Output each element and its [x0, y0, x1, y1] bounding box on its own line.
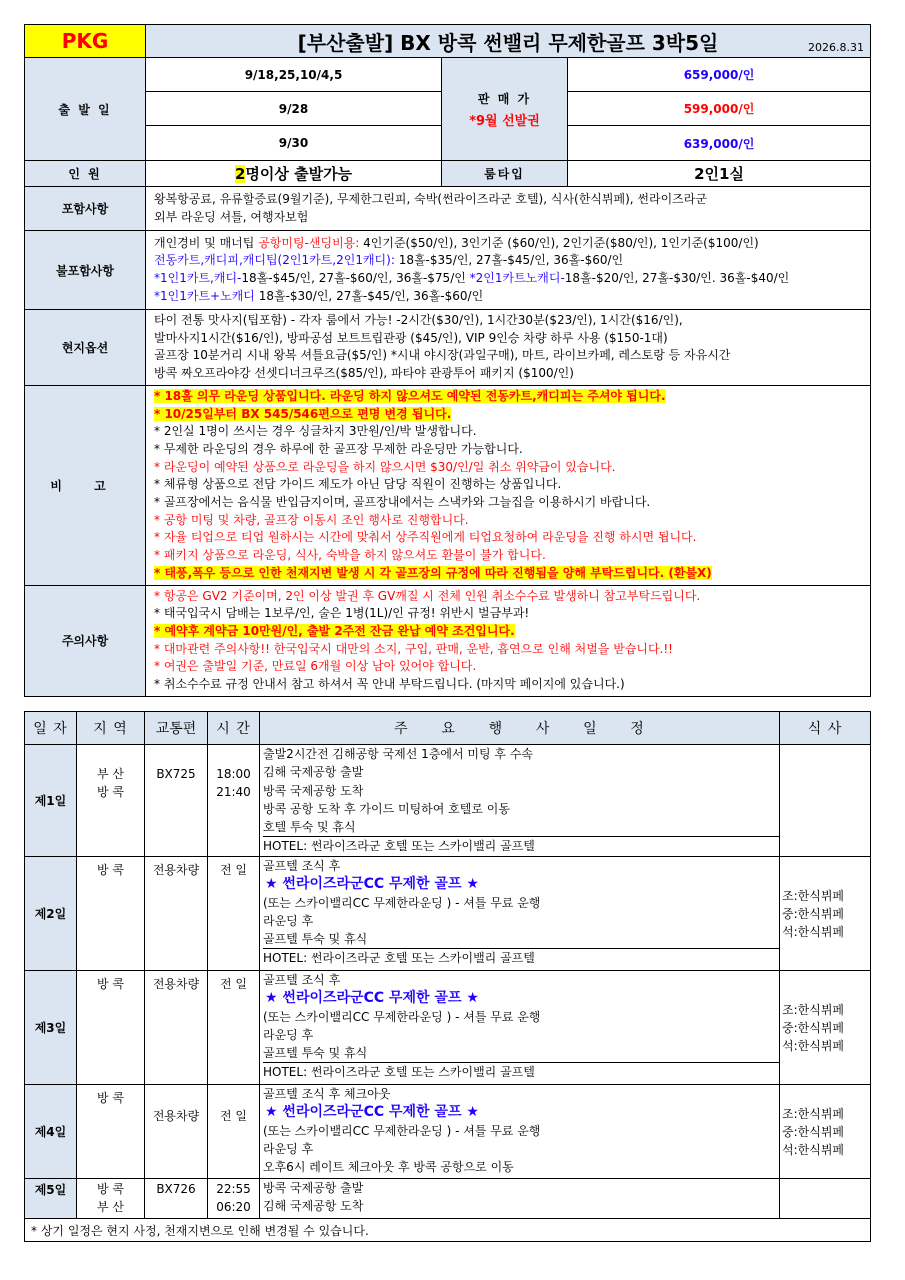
region-cell: 방 콕: [77, 971, 145, 1085]
itinerary-table: [24, 711, 871, 1242]
itinerary-row: [25, 745, 871, 857]
time-cell: 18:00 21:40: [208, 745, 260, 857]
itinerary-row: [25, 971, 871, 1085]
excluded-line: 개인경비 및 매너팁 공항미팅-샌딩비용: 4인기준($50/인), 3인기준 ($60/인), 2인기준($80/인), 1인기준($100/인): [154, 235, 759, 250]
departure-date-1: 9/18,25,10/4,5: [146, 58, 442, 92]
time-cell: 전 일: [208, 1085, 260, 1179]
people-label: 인 원: [25, 161, 146, 187]
sale-label-cell: [442, 58, 568, 161]
included-line: 왕복항공료, 유류할증료(9월기준), 무제한그린피, 숙박(썬라이즈라군 호텔), 식사(한식뷔페), 썬라이즈라군: [154, 191, 707, 206]
plan-cell: 골프텔 조식 후 ★ 썬라이즈라군CC 무제한 골프 ★ (또는 스카이밸리CC 무제한라운딩 ) - 셔틀 무료 운행 라운딩 후 골프텔 투숙 및 휴식 HOTEL: 썬라이즈라군 호텔 또는 스카이밸리 골프텔: [260, 971, 780, 1085]
day-label: 제2일: [25, 857, 77, 971]
hotel-line: HOTEL: 썬라이즈라군 호텔 또는 스카이밸리 골프텔: [263, 836, 779, 855]
included-label: 포함사항: [25, 187, 146, 231]
package-title-cell: [146, 25, 871, 58]
people-count: 2: [234, 165, 246, 183]
meal-cell: 조:한식뷔페 중:한식뷔페 석:한식뷔페: [780, 1085, 871, 1179]
price-3: 639,000/인: [568, 126, 871, 161]
transport-cell: BX725: [145, 745, 208, 857]
day-label: 제4일: [25, 1085, 77, 1179]
plan-cell: 출발2시간전 김해공항 국제선 1층에서 미팅 후 수속 김해 국제공항 출발 방콕 국제공항 도착 방콕 공항 도착 후 가이드 미팅하여 호텔로 이동 호텔 투숙 및 휴식 HOTEL: 썬라이즈라군 호텔 또는 스카이밸리 골프텔: [260, 745, 780, 857]
plan-cell: 골프텔 조식 후 ★ 썬라이즈라군CC 무제한 골프 ★ (또는 스카이밸리CC 무제한라운딩 ) - 셔틀 무료 운행 라운딩 후 골프텔 투숙 및 휴식 HOTEL: 썬라이즈라군 호텔 또는 스카이밸리 골프텔: [260, 857, 780, 971]
remark-line: * 10/25일부터 BX 545/546편으로 편명 변경 됩니다.: [154, 406, 452, 421]
day-label: 제1일: [25, 745, 77, 857]
departure-label: 출 발 일: [25, 58, 146, 161]
price-1: 659,000/인: [568, 58, 871, 92]
col-header-meals: 식 사: [780, 712, 871, 745]
remark-line: * 자율 티업으로 티업 원하시는 시간에 맞춰서 상주직원에게 티업요청하여 라운딩을 진행 하시면 됩니다.: [154, 530, 697, 545]
caution-line: * 예약후 계약금 10만원/인, 출발 2주전 잔금 완납 예약 조건입니다.: [154, 623, 515, 638]
option-line: 방콕 짜오프라야강 선셋디너크루즈($85/인), 파타야 관광투어 패키지 ($100/인): [154, 366, 574, 381]
remark-line: * 18홀 의무 라운딩 상품입니다. 라운딩 하지 않으셔도 예약된 전동카트,캐디피는 주셔야 됩니다.: [154, 388, 666, 403]
transport-cell: BX726: [145, 1179, 208, 1219]
remark-line: * 태풍,폭우 등으로 인한 천재지변 발생 시 각 골프장의 규정에 따라 진행됨을 양해 부탁드립니다. (환불X): [154, 565, 712, 580]
col-header-time: 시 간: [208, 712, 260, 745]
package-info-table: [24, 24, 871, 697]
room-type-value: 2인1실: [568, 161, 871, 187]
remark-line: * 2인실 1명이 쓰시는 경우 싱글차지 3만원/인/박 발생합니다.: [154, 424, 477, 439]
transport-cell: 전용차량: [145, 1085, 208, 1179]
cautions-label: 주의사항: [25, 585, 146, 696]
option-line: 발마사지1시간($16/인), 방파공섬 보트트립관광 ($45/인), VIP 9인승 차량 하루 사용 ($150-1대): [154, 330, 668, 345]
region-cell: 방 콕 부 산: [77, 1179, 145, 1219]
caution-line: * 태국입국시 담배는 1보루/인, 술은 1병(1L)/인 규정! 위반시 벌금부과!: [154, 606, 530, 621]
remarks-label: 비 고: [25, 385, 146, 585]
meal-cell: [780, 1179, 871, 1219]
region-cell: 방 콕: [77, 1085, 145, 1179]
plan-cell: 골프텔 조식 후 체크아웃 ★ 썬라이즈라군CC 무제한 골프 ★ (또는 스카이밸리CC 무제한라운딩 ) - 셔틀 무료 운행 라운딩 후 오후6시 레이트 체크아웃 후 방콕 공항으로 이동: [260, 1085, 780, 1179]
golf-highlight: ★ 썬라이즈라군CC 무제한 골프 ★: [265, 1104, 479, 1121]
meal-cell: [780, 745, 871, 857]
people-value: 명이상 출발가능: [245, 165, 353, 183]
time-cell: 전 일: [208, 857, 260, 971]
cautions-content: [146, 585, 871, 696]
caution-line: * 항공은 GV2 기준이며, 2인 이상 발권 후 GV깨질 시 전체 인원 취소수수료 발생하니 참고부탁드립니다.: [154, 588, 701, 603]
time-cell: 전 일: [208, 971, 260, 1085]
sale-note: *9월 선발권: [469, 113, 540, 129]
excluded-label: 불포함사항: [25, 231, 146, 310]
excluded-content: [146, 231, 871, 310]
departure-date-3: 9/30: [146, 126, 442, 161]
transport-cell: 전용차량: [145, 971, 208, 1085]
day-label: 제5일: [25, 1179, 77, 1219]
col-header-transport: 교통편: [145, 712, 208, 745]
col-header-day: 일 자: [25, 712, 77, 745]
included-content: [146, 187, 871, 231]
sale-label: 판 매 가: [477, 91, 532, 106]
region-cell: 부 산 방 콕: [77, 745, 145, 857]
golf-highlight: ★ 썬라이즈라군CC 무제한 골프 ★: [265, 990, 479, 1007]
remark-line: * 체류형 상품으로 전담 가이드 제도가 아닌 담당 직원이 진행하는 상품입니다.: [154, 477, 562, 492]
document-date: 2026.8.31: [808, 41, 865, 54]
itinerary-footnote: * 상기 일정은 현지 사정, 천재지변으로 인해 변경될 수 있습니다.: [25, 1219, 871, 1242]
package-title: [부산출발] BX 방콕 썬밸리 무제한골프 3박5일: [297, 30, 719, 55]
people-value-cell: [146, 161, 442, 187]
day-label: 제3일: [25, 971, 77, 1085]
remark-line: * 공항 미팅 및 차량, 골프장 이동시 조인 행사로 진행합니다.: [154, 512, 469, 527]
transport-cell: 전용차량: [145, 857, 208, 971]
caution-line: * 여권은 출발일 기준, 만료일 6개월 이상 남아 있어야 합니다.: [154, 659, 477, 674]
room-type-label: 룸타입: [442, 161, 568, 187]
remark-line: * 무제한 라운딩의 경우 하루에 한 골프장 무제한 라운딩만 가능합니다.: [154, 441, 523, 456]
excluded-line: *1인1카트+노캐디 18홀-$30/인, 27홀-$45/인, 36홀-$60/인: [154, 288, 484, 303]
excluded-line: 전동카트,캐디피,캐디팁(2인1카트,2인1캐디): 18홀-$35/인, 27홀-$45/인, 36홀-$60/인: [154, 253, 624, 268]
region-cell: 방 콕: [77, 857, 145, 971]
remark-line: * 패키지 상품으로 라운딩, 식사, 숙박을 하지 않으셔도 환불이 불가 합니다.: [154, 548, 546, 563]
col-header-plan: 주 요 행 사 일 정: [260, 712, 780, 745]
option-line: 타이 전통 맛사지(팁포함) - 각자 룸에서 가능! -2시간($30/인), 1시간30분($23/인), 1시간($16/인),: [154, 313, 683, 327]
departure-date-2: 9/28: [146, 92, 442, 126]
caution-line: * 취소수수료 규정 안내서 참고 하셔서 꼭 안내 부탁드립니다. (마지막 페이지에 있습니다.): [154, 677, 625, 692]
options-label: 현지옵션: [25, 310, 146, 386]
price-2: 599,000/인: [568, 92, 871, 126]
pkg-badge: PKG: [25, 25, 146, 58]
excluded-line: *1인1카트,캐디-18홀-$45/인, 27홀-$60/인, 36홀-$75/인 *2인1카트노캐디-18홀-$20/인, 27홀-$30/인. 36홀-$40/인: [154, 271, 790, 285]
included-line: 외부 라운딩 셔틀, 여행자보험: [154, 209, 309, 224]
hotel-line: HOTEL: 썬라이즈라군 호텔 또는 스카이밸리 골프텔: [263, 948, 779, 967]
hotel-line: HOTEL: 썬라이즈라군 호텔 또는 스카이밸리 골프텔: [263, 1062, 779, 1081]
itinerary-row: [25, 1179, 871, 1219]
itinerary-row: [25, 1085, 871, 1179]
remark-line: * 골프장에서는 음식물 반입금지이며, 골프장내에서는 스낵카와 그늘집을 이용하시기 바랍니다.: [154, 495, 651, 510]
col-header-region: 지 역: [77, 712, 145, 745]
option-line: 골프장 10분거리 시내 왕복 셔틀요금($5/인) *시내 야시장(과일구매), 마트, 라이브카페, 레스토랑 등 자유시간: [154, 348, 731, 363]
caution-line: * 대마관련 주의사항!! 한국입국시 대만의 소지, 구입, 판매, 운반, 흡연으로 인해 처벌을 받습니다.!!: [154, 641, 673, 656]
remark-line: * 라운딩이 예약된 상품으로 라운딩을 하지 않으시면 $30/인/일 취소 위약금이 있습니다.: [154, 459, 616, 474]
remarks-content: [146, 385, 871, 585]
itinerary-row: [25, 857, 871, 971]
meal-cell: 조:한식뷔페 중:한식뷔페 석:한식뷔페: [780, 857, 871, 971]
meal-cell: 조:한식뷔페 중:한식뷔페 석:한식뷔페: [780, 971, 871, 1085]
time-cell: 22:55 06:20: [208, 1179, 260, 1219]
plan-cell: 방콕 국제공항 출발 김해 국제공항 도착: [260, 1179, 780, 1219]
golf-highlight: ★ 썬라이즈라군CC 무제한 골프 ★: [265, 876, 479, 893]
options-content: [146, 310, 871, 386]
